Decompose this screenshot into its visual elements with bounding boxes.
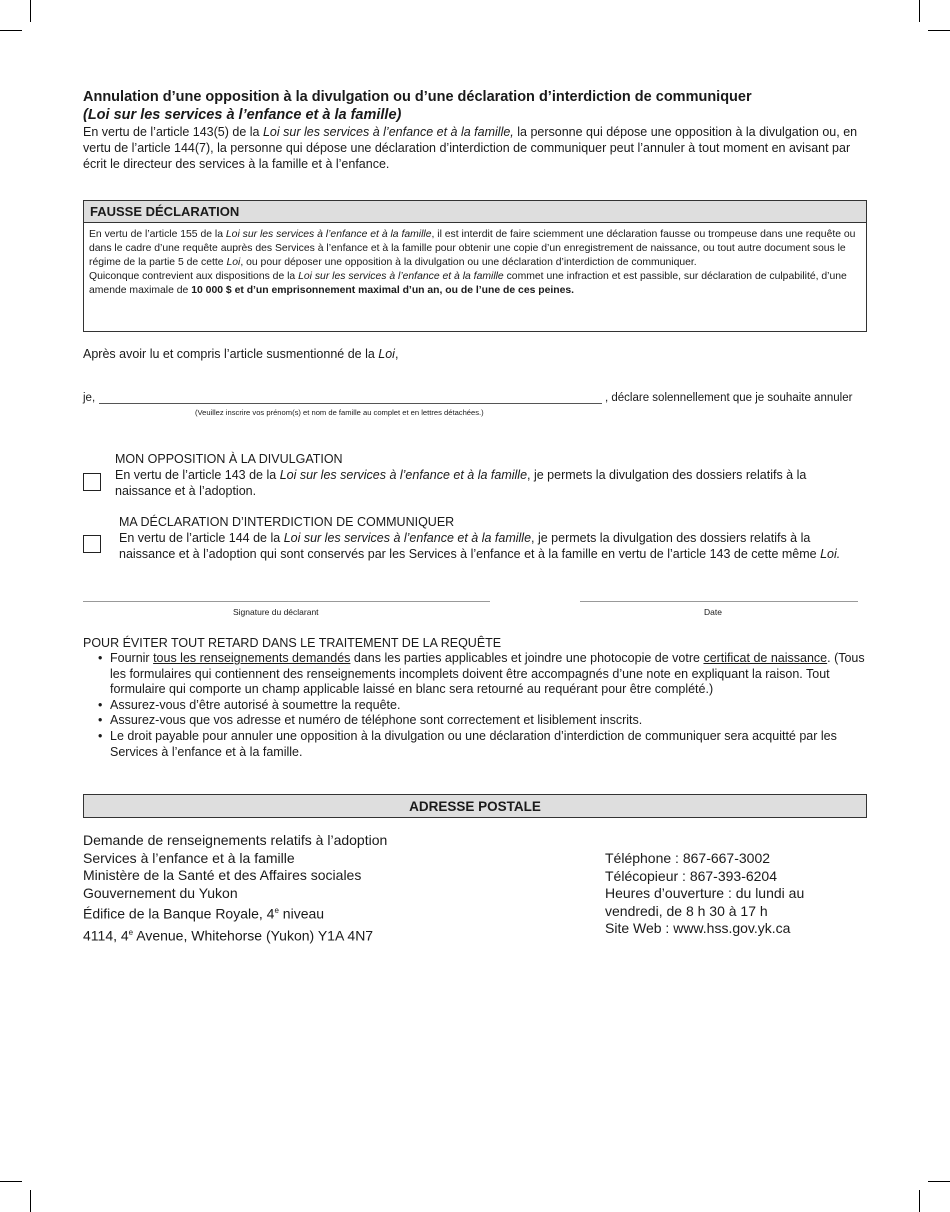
- list-item: • Assurez-vous que vos adresse et numéro de téléphone sont correctement et lisiblement inscrits.: [98, 713, 643, 728]
- address-line: Ministère de la Santé et des Affaires sociales: [83, 867, 362, 884]
- after-read-text: Après avoir lu et compris l’article susmentionné de la Loi,: [83, 347, 399, 361]
- crop-mark: [928, 1181, 950, 1182]
- address-line: 4114, 4e Avenue, Whitehorse (Yukon) Y1A 4N7: [83, 927, 374, 944]
- nondisclosure-checkbox[interactable]: [83, 535, 101, 553]
- false-declaration-box: [83, 200, 867, 332]
- opposition-option: [115, 451, 860, 499]
- nondisclosure-title: MA DÉCLARATION D’INTERDICTION DE COMMUNIQUER: [119, 515, 455, 529]
- signature-label: Signature du déclarant: [233, 607, 319, 617]
- address-line: Services à l’enfance et à la famille: [83, 849, 295, 866]
- form-header: [83, 88, 873, 172]
- signature-field[interactable]: [83, 601, 490, 602]
- form-subtitle: (Loi sur les services à l’enfance et à la famille): [83, 107, 402, 123]
- address-line: Gouvernement du Yukon: [83, 884, 238, 901]
- declare-text: , déclare solennellement que je souhaite annuler: [605, 392, 853, 404]
- mailing-address: [83, 832, 387, 945]
- office-hours: Heures d’ouverture : du lundi au: [605, 885, 805, 902]
- full-name-field[interactable]: [99, 403, 602, 404]
- intro-paragraph: En vertu de l’article 143(5) de la Loi sur les services à l’enfance et à la famille, la personne qui dépose une opposition à la divulgation ou, en vertu de l’article 144(7), la personne qui dépose une déclaration d’interdiction de communiquer peut l’annuler à tout moment en avisant par écrit le directeur des services à la famille et à l’enfance.: [83, 125, 858, 171]
- crop-mark: [0, 1181, 22, 1182]
- false-declaration-heading: FAUSSE DÉCLARATION: [84, 201, 866, 223]
- false-declaration-text: [84, 223, 866, 298]
- false-declaration-para-2: Quiconque contrevient aux dispositions de la Loi sur les services à l’enfance et à la famille commet une infraction et est passible, sur déclaration de culpabilité, d’une amende maximale de 10 000 $ et d’un emprisonnement maximal d’un an, ou de l’une de ces peines.: [89, 271, 847, 296]
- crop-mark: [919, 0, 920, 22]
- crop-mark: [919, 1190, 920, 1212]
- delays-section: [83, 635, 868, 760]
- form-title: Annulation d’une opposition à la divulgation ou d’une déclaration d’interdiction de communiquer: [83, 89, 752, 105]
- address-heading: ADRESSE POSTALE: [83, 794, 867, 818]
- crop-mark: [30, 0, 31, 22]
- phone-number: Téléphone : 867-667-3002: [605, 850, 771, 866]
- crop-mark: [928, 30, 950, 31]
- delays-heading: POUR ÉVITER TOUT RETARD DANS LE TRAITEMENT DE LA REQUÊTE: [83, 636, 502, 650]
- false-declaration-para-1: En vertu de l’article 155 de la Loi sur les services à l’enfance et à la famille, il est interdit de faire sciemment une déclaration fausse ou trompeuse dans une requête ou dans le cadre d’une requête auprès des Services à l’enfance et à la famille pour obtenir une copie d’un enregistrement de naissance, ou tout autre document sous le régime de la partie 5 de cette Loi, ou pour déposer une opposition à la divulgation ou une déclaration d’interdiction de communiquer.: [89, 229, 856, 268]
- name-hint: (Veuillez inscrire vos prénom(s) et nom de famille au complet et en lettres détachées.): [195, 408, 484, 417]
- delays-list: [83, 651, 868, 760]
- address-line: Demande de renseignements relatifs à l’adoption: [83, 832, 388, 848]
- opposition-title: MON OPPOSITION À LA DIVULGATION: [115, 452, 343, 466]
- opposition-checkbox[interactable]: [83, 473, 101, 491]
- office-hours: vendredi, de 8 h 30 à 17 h: [605, 902, 768, 919]
- crop-mark: [0, 30, 22, 31]
- list-item: • Le droit payable pour annuler une opposition à la divulgation ou une déclaration d’interdiction de communiquer sera acquitté par les Services à l’enfance et à la famille.: [98, 728, 837, 759]
- date-field[interactable]: [580, 601, 858, 602]
- crop-mark: [30, 1190, 31, 1212]
- list-item: • Fournir tous les renseignements demandés dans les parties applicables et joindre une photocopie de votre certificat de naissance. (Tous les formulaires qui contiennent des renseignements incomplets doivent être accompagnés d’une note en expliquant la raison. Tout formulaire qui comporte un champ applicable laissé en blanc sera retourné au requérant pour être complété.): [98, 651, 865, 697]
- contact-info: [605, 850, 804, 938]
- fax-number: Télécopieur : 867-393-6204: [605, 867, 778, 884]
- nondisclosure-text: En vertu de l’article 144 de la Loi sur les services à l’enfance et à la famille, je permets la divulgation des dossiers relatifs à la naissance et à l’adoption qui sont conservés par les Services à l’enfance et à la famille en vertu de l’article 143 de cette même Loi.: [119, 531, 841, 561]
- website: Site Web : www.hss.gov.yk.ca: [605, 920, 791, 937]
- address-line: Édifice de la Banque Royale, 4e niveau: [83, 906, 325, 923]
- nondisclosure-option: [119, 514, 864, 562]
- je-label: je,: [83, 392, 96, 404]
- list-item: • Assurez-vous d’être autorisé à soumettre la requête.: [98, 697, 401, 712]
- date-label: Date: [704, 607, 722, 617]
- opposition-text: En vertu de l’article 143 de la Loi sur les services à l’enfance et à la famille, je permets la divulgation des dossiers relatifs à la naissance et à l’adoption.: [115, 468, 807, 498]
